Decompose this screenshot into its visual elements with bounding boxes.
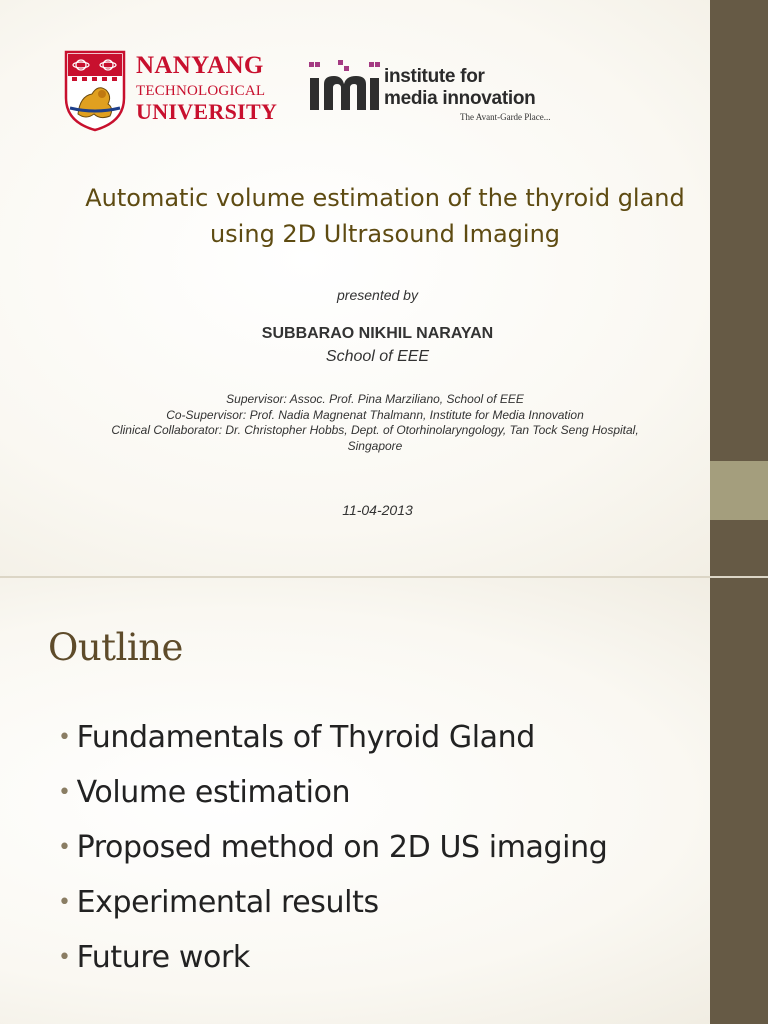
supervisors-block — [60, 392, 690, 454]
ntu-logo — [64, 50, 296, 136]
co-supervisor-line: Co-Supervisor: Prof. Nadia Magnenat Thalmann, Institute for Media Innovation — [166, 407, 584, 422]
presented-by-label: presented by — [337, 287, 418, 303]
imi-mark-icon — [308, 58, 382, 112]
ntu-crest-icon — [64, 50, 126, 132]
ntu-line1: NANYANG — [136, 52, 264, 79]
clinical-collaborator-line: Clinical Collaborator: Dr. Christopher Hobbs, Dept. of Otorhinolaryngology, Tan Tock Seng Hospital, — [111, 423, 639, 437]
ntu-line2: TECHNOLOGICAL — [136, 83, 266, 99]
ntu-wordmark — [136, 53, 277, 123]
slide-sidebar — [710, 578, 768, 1024]
ntu-line3: UNIVERSITY — [136, 99, 278, 124]
list-item-text: Experimental results — [76, 885, 379, 920]
presentation-date: 11-04-2013 — [342, 502, 413, 518]
outline-list — [58, 716, 607, 991]
supervisor-line: Supervisor: Assoc. Prof. Pina Marziliano, School of EEE — [226, 392, 524, 406]
list-item — [58, 771, 607, 826]
clinical-collaborator-location: Singapore — [347, 438, 403, 453]
presentation-title: Automatic volume estimation of the thyroid gland using 2D Ultrasound Imaging — [85, 184, 685, 248]
list-item-text: Future work — [76, 940, 250, 975]
bullet-icon: • — [58, 890, 71, 915]
bullet-icon: • — [58, 945, 71, 970]
imi-line1: institute for — [384, 66, 485, 87]
bullet-icon: • — [58, 780, 71, 805]
list-item-text: Volume estimation — [76, 775, 351, 810]
list-item-text: Fundamentals of Thyroid Gland — [76, 720, 535, 755]
list-item — [58, 716, 607, 771]
outline-slide — [0, 578, 768, 1024]
bullet-icon: • — [58, 725, 71, 750]
list-item — [58, 936, 607, 991]
imi-tagline: The Avant-Garde Place... — [460, 112, 551, 122]
author-name: SUBBARAO NIKHIL NARAYAN — [261, 325, 494, 342]
outline-title: Outline — [48, 626, 183, 669]
imi-logo — [308, 56, 558, 128]
imi-wordmark — [384, 66, 535, 110]
bullet-icon: • — [58, 835, 71, 860]
list-item-text: Proposed method on 2D US imaging — [76, 830, 608, 865]
imi-line2: media innovation — [384, 88, 536, 109]
list-item — [58, 881, 607, 936]
author-school: School of EEE — [325, 348, 430, 365]
list-item — [58, 826, 607, 881]
